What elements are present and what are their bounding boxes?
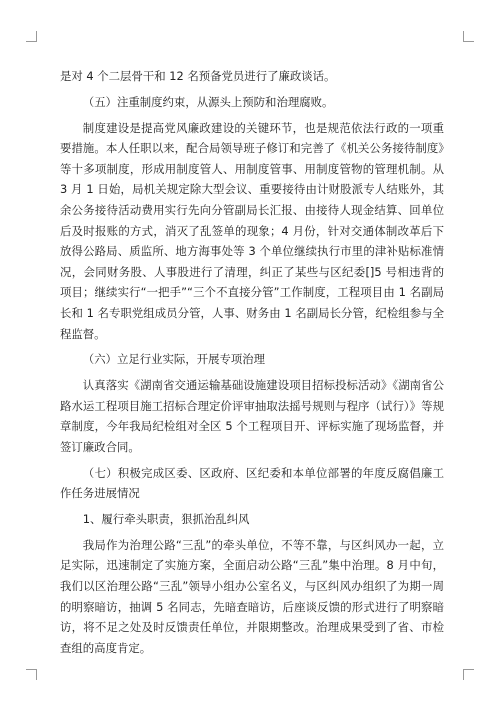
- section-heading-six: （六）立足行业实际，开展专项治理: [82, 352, 266, 367]
- section-heading-seven: （七）积极完成区委、区政府、区纪委和本单位部署的年度反腐倡廉工作任务进展情况: [60, 465, 444, 501]
- document-body: [60, 66, 444, 664]
- page-corner-mark-bottom-right: [463, 669, 474, 680]
- paragraph-system-building: 制度建设是提高党风廉政建设的关键环节，也是规范依法行政的一项重要措施。本人任职以来，配合局领导班子修订和完善了《机关公务接待制度》等十多项制度，形成用制度管人、用制度管事、用制度管物的管理机制。从 3 月 1 日始，局机关规定除大型会议、重要接待由计财股派专人结账外，其余公务接待活动费用实行先向分管副局长汇报、由接待人现金结算、回单位后及时报账的方式，消灭了乱签单的现象；4 月份，针对交通体制改革后下放得公路局、质监所、地方海事处等 3 个单位继续执行市里的津补贴标准情况，会同财务股、人事股进行了清理，纠正了某些与区纪委[]5 号相违背的项目；继续实行“一把手”“三个不直接分管”工作制度，工程项目由 1 名副局长和 1 名专职党组成员分管，人事、财务由 1 名副局长分管，纪检组参与全程监督。: [60, 120, 444, 341]
- page-corner-mark-bottom-left: [26, 669, 37, 680]
- paragraph-road-governance: 我局作为治理公路“三乱”的牵头单位，不等不靠，与区纠风办一起，立足实际，迅速制定了实施方案，全面启动公路“三乱”集中治理。8 月中旬，我们以区治理公路“三乱”领导小组办公室名义，与区纠风办组织了为期一周的明察暗访，抽调 5 名同志，先暗查暗访，后座谈反馈的形式进行了明察暗访，将不足之处及时反馈责任单位，并限期整改。治理成果受到了省、市检查组的高度肯定。: [60, 537, 444, 655]
- section-heading-five: （五）注重制度约束，从源头上预防和治理腐败。: [82, 94, 334, 109]
- page-corner-mark-top-left: [26, 31, 37, 42]
- subsection-heading-one: 1、履行牵头职责，狠抓治乱纠风: [82, 512, 250, 526]
- paragraph-bidding-supervision: 认真落实《湖南省交通运输基础设施建设项目招标投标活动》《湖南省公路水运工程项目施工招标合理定价评审抽取法摇号规则与程序（试行）》等规章制度，今年我局纪检组对全区 5 个工程项目开、评标实施了现场监督，并签订廉政合同。: [60, 378, 444, 454]
- paragraph-continued-text: 是对 4 个二层骨干和 12 名预备党员进行了廉政谈话。: [60, 69, 336, 83]
- page-corner-mark-top-right: [463, 31, 474, 42]
